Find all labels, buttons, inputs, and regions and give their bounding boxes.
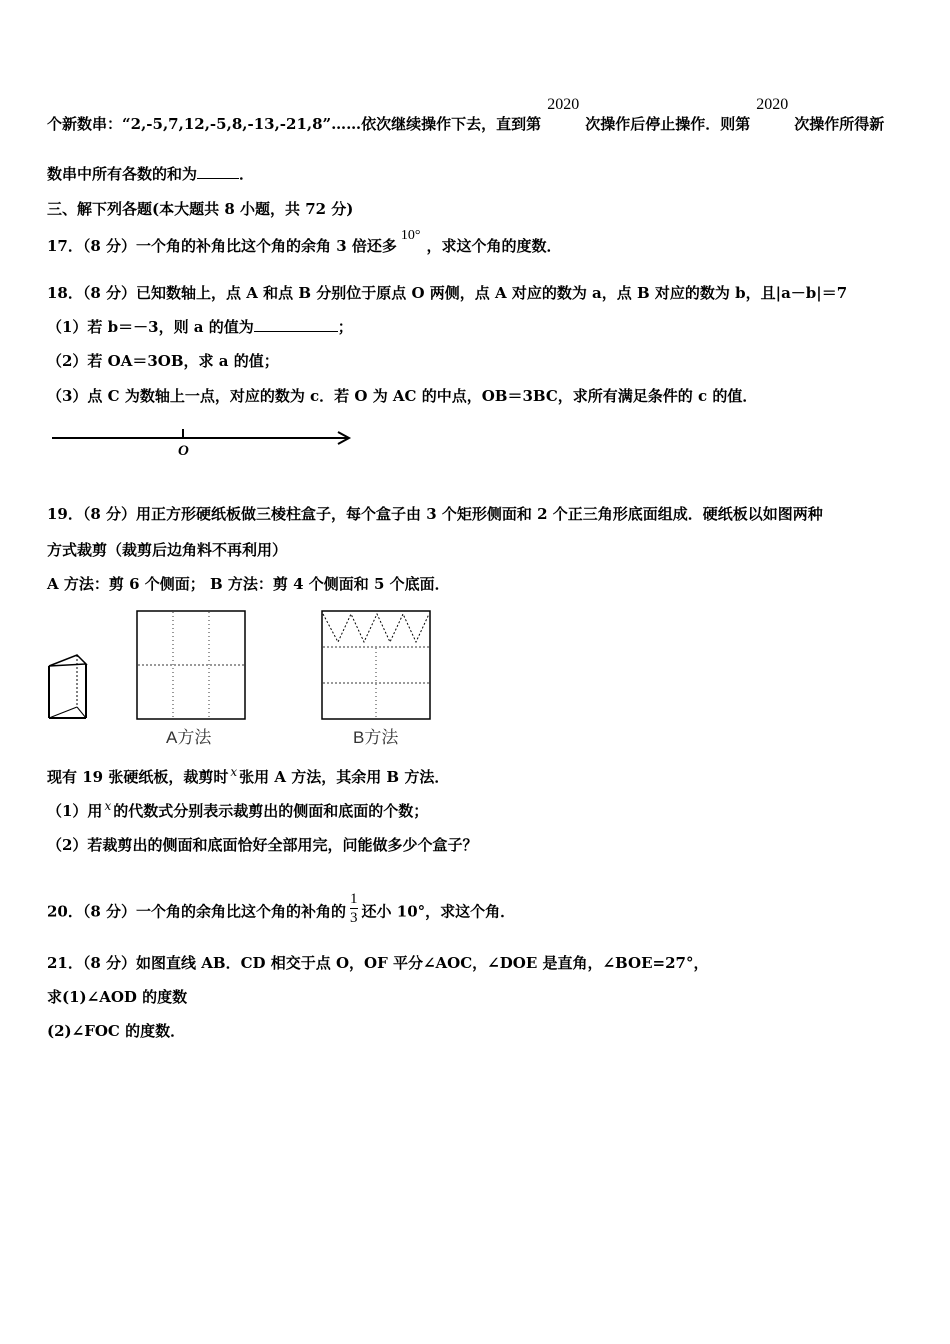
q16-number-2: 2020 — [756, 96, 789, 113]
variable-x: x — [230, 765, 238, 779]
number-line-figure — [46, 424, 366, 460]
question-18-part-1 — [47, 317, 353, 337]
q16-line1 — [47, 96, 885, 135]
method-a-caption: A方法 — [166, 728, 212, 747]
fraction-one-third — [350, 890, 358, 927]
q18-p1-end: ； — [337, 318, 353, 336]
question-19-info — [47, 767, 449, 788]
q19-info-text-1: 现有 19 张硬纸板，裁剪时 — [47, 768, 229, 786]
variable-x: x — [104, 799, 112, 813]
q20-text-1: 20．（8 分）一个角的余角比这个角的补角的 — [47, 902, 347, 921]
question-21-part-2: (2)∠FOC 的度数． — [47, 1022, 186, 1040]
triangular-prism-figure — [46, 652, 90, 724]
q19-info-text-2: 张用 A 方法，其余用 B 方法． — [239, 768, 450, 786]
q17-text-2: ，求这个角的度数． — [426, 237, 562, 255]
q16-text-3: 次操作所得新 — [794, 115, 885, 133]
fraction-denominator: 3 — [350, 910, 358, 926]
q18-p1-text: （1）若 b＝－3，则 a 的值为 — [47, 318, 254, 336]
section-3-heading: 三、解下列各题(本大题共 8 小题，共 72 分) — [47, 200, 354, 218]
q17-angle: 10° — [400, 228, 421, 243]
method-b-caption: B方法 — [353, 728, 399, 747]
question-19-part-2: （2）若裁剪出的侧面和底面恰好全部用完，问能做多少个盒子？ — [47, 836, 478, 854]
question-21-part-1: 求(1)∠AOD 的度数 — [47, 988, 188, 1006]
question-18-part-2: （2）若 OA＝3OB，求 a 的值； — [47, 352, 279, 370]
question-19-methods: A 方法：剪 6 个侧面； B 方法：剪 4 个侧面和 5 个底面． — [47, 575, 450, 593]
question-19-part-1 — [47, 801, 428, 822]
question-17 — [47, 228, 562, 258]
method-b-board — [321, 610, 433, 722]
q16-number-1: 2020 — [547, 96, 580, 113]
question-19-stem-1: 19．（8 分）用正方形硬纸板做三棱柱盒子，每个盒子由 3 个矩形侧面和 2 个正三角形底面组成．硬纸板以如图两种 — [47, 505, 823, 523]
question-21-stem: 21．（8 分）如图直线 AB．CD 相交于点 O，OF 平分∠AOC，∠DOE 是直角，∠BOE=27°， — [47, 954, 709, 972]
question-18-part-3: （3）点 C 为数轴上一点，对应的数为 c．若 O 为 AC 的中点，OB＝3BC，求所有满足条件的 c 的值． — [47, 387, 758, 405]
method-a-board — [136, 610, 248, 722]
q16-line2 — [47, 164, 254, 184]
origin-label: O — [178, 443, 189, 459]
q16-text-2: 次操作后停止操作．则第 — [585, 115, 751, 133]
q16-text-5: ． — [239, 165, 255, 183]
question-20 — [47, 891, 516, 931]
q16-text-4: 数串中所有各数的和为 — [47, 165, 198, 183]
q20-text-2: 还小 10°，求这个角． — [361, 902, 516, 921]
q16-text-1: 个新数串：“2,-5,7,12,-5,8,-13,-21,8”……依次继续操作下去，直到第 — [47, 115, 542, 133]
q19-p1-text-2: 的代数式分别表示裁剪出的侧面和底面的个数； — [113, 802, 429, 820]
q16-answer-blank[interactable] — [197, 164, 239, 179]
question-18-stem: 18．（8 分）已知数轴上，点 A 和点 B 分别位于原点 O 两侧，点 A 对应的数为 a，点 B 对应的数为 b，且|a－b|＝7 — [47, 284, 848, 302]
fraction-numerator: 1 — [350, 891, 358, 907]
q17-text-1: 17．（8 分）一个角的补角比这个角的余角 3 倍还多 — [47, 237, 397, 255]
q19-p1-text-1: （1）用 — [47, 802, 103, 820]
question-19-stem-2: 方式裁剪（裁剪后边角料不再利用） — [47, 541, 288, 559]
q18-answer-blank[interactable] — [254, 317, 338, 332]
